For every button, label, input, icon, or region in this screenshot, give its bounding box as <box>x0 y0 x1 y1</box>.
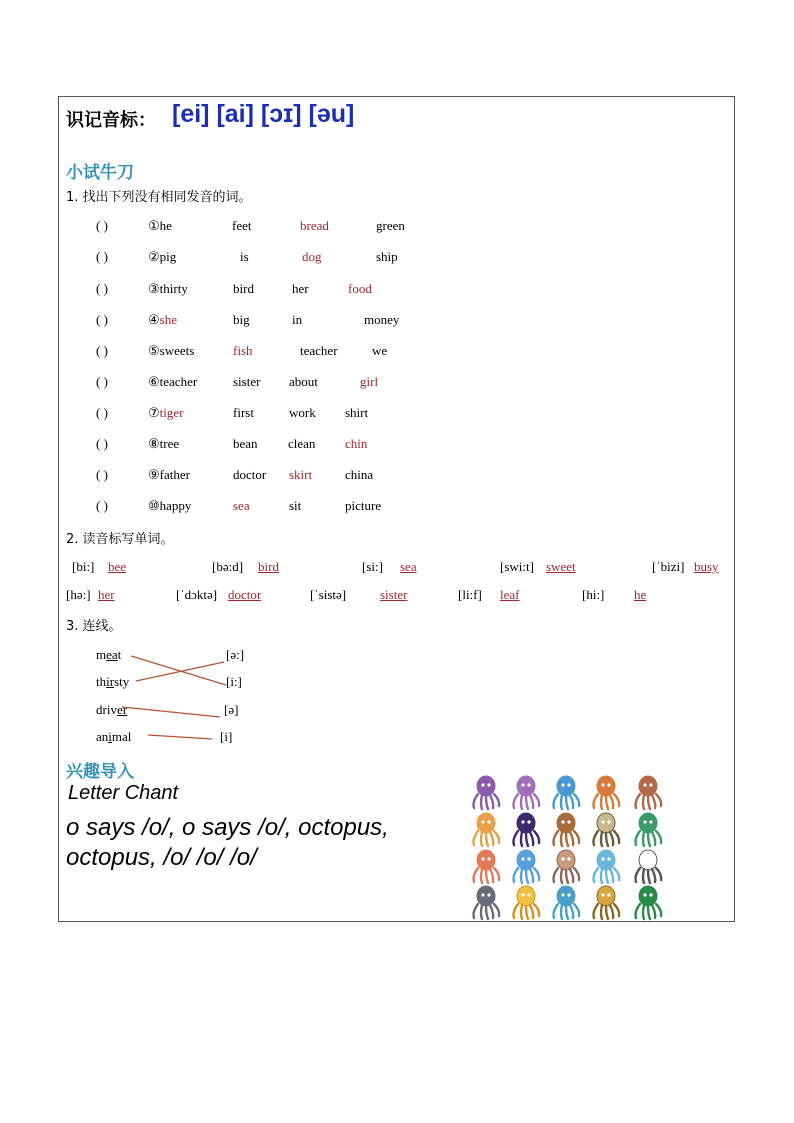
q1-row-word: work <box>289 405 316 420</box>
q1-row-num: ⑩happy <box>148 498 192 513</box>
q2-phonetic: [bə:d] <box>212 559 244 574</box>
q1-row-word: food <box>348 281 372 296</box>
q1-row-word: chin <box>345 436 368 451</box>
octopus-icon <box>474 813 500 846</box>
q2-phonetic: [li:f] <box>458 587 482 602</box>
match-line <box>148 735 212 739</box>
q1-row-paren[interactable]: ( ) <box>96 405 108 420</box>
title-label: 识记音标： <box>66 110 156 131</box>
q3-sound[interactable]: [i] <box>220 729 233 744</box>
q1-row-num: ⑤sweets <box>148 343 195 358</box>
octopus-icon <box>554 776 580 809</box>
octopus-icon <box>514 813 540 846</box>
octopus-icon <box>554 886 580 919</box>
q2-phonetic: [bi:] <box>72 559 95 574</box>
q1-row-word: sister <box>233 374 261 389</box>
octopus-icon <box>474 776 500 809</box>
octopus-icon <box>514 850 540 883</box>
q2-answer-blank[interactable]: bird <box>258 559 279 574</box>
octopus-icon <box>636 813 662 846</box>
q1-row-word: fish <box>233 343 253 358</box>
q1-row-word: is <box>240 249 249 264</box>
q1-row-word: sea <box>233 498 250 513</box>
q1-row-paren[interactable]: ( ) <box>96 498 108 513</box>
octopus-icon <box>594 776 620 809</box>
q1-row-word: shirt <box>345 405 369 420</box>
chant-line-2: octopus, /o/ /o/ /o/ <box>66 844 257 871</box>
octopus-icon <box>594 813 620 846</box>
section-heading-intro: 兴趣导入 <box>66 762 134 782</box>
octopus-illustrations <box>468 774 670 922</box>
q3-sound[interactable]: [ə:] <box>226 647 245 662</box>
q1-row-word: sit <box>289 498 302 513</box>
q1-row-num: ⑨father <box>148 467 190 482</box>
q1-row-word: big <box>233 312 250 327</box>
q2-phonetic: [ˈbizi] <box>652 559 685 574</box>
q1-row-word: ship <box>376 249 398 264</box>
q2-phonetic: [hə:] <box>66 587 91 602</box>
q1-row-word: teacher <box>300 343 338 358</box>
q1-row-paren[interactable]: ( ) <box>96 249 108 264</box>
q1-row-word: clean <box>288 436 316 451</box>
q2-phonetic: [swi:t] <box>500 559 534 574</box>
q3-sound[interactable]: [i:] <box>226 674 242 689</box>
octopus-icon <box>514 886 540 919</box>
q1-row-num: ③thirty <box>148 281 188 296</box>
q1-row-num: ⑦tiger <box>148 405 184 420</box>
q2-phonetic: [ˈdɔktə] <box>176 587 218 602</box>
q1-row-word: china <box>345 467 374 482</box>
q1-row-word: girl <box>360 374 379 389</box>
q2-instruction: 2. 读音标写单词。 <box>66 532 174 547</box>
section-heading-practice: 小试牛刀 <box>66 163 134 183</box>
q1-row-word: picture <box>345 498 382 513</box>
q1-row-paren[interactable]: ( ) <box>96 218 108 233</box>
q1-row-word: feet <box>232 218 252 233</box>
q2-answer-blank[interactable]: bee <box>108 559 127 574</box>
q2-answer-blank[interactable]: doctor <box>228 587 262 602</box>
q2-answer-blank[interactable]: sweet <box>546 559 576 574</box>
q3-sound[interactable]: [ə] <box>224 702 239 717</box>
octopus-icon <box>514 776 540 809</box>
q1-row-word: bread <box>300 218 329 233</box>
chant-title: Letter Chant <box>68 782 179 804</box>
octopus-icon <box>474 850 500 883</box>
q3-word[interactable]: thirsty <box>96 674 130 689</box>
q1-row-paren[interactable]: ( ) <box>96 436 108 451</box>
q1-instruction: 1. 找出下列没有相同发音的词。 <box>66 190 252 205</box>
q2-answer-blank[interactable]: leaf <box>500 587 520 602</box>
q2-answer-blank[interactable]: he <box>634 587 647 602</box>
q1-row-word: bean <box>233 436 258 451</box>
chant-line-1: o says /o/, o says /o/, octopus, <box>66 814 389 841</box>
q1-row-paren[interactable]: ( ) <box>96 467 108 482</box>
q3-word[interactable]: driver <box>96 702 128 717</box>
q1-row-word: doctor <box>233 467 267 482</box>
q2-answer-blank[interactable]: sister <box>380 587 408 602</box>
octopus-icon <box>636 850 662 883</box>
q1-row-word: dog <box>302 249 322 264</box>
q1-row-num: ④she <box>148 312 177 327</box>
q1-row-word: skirt <box>289 467 313 482</box>
q1-row-word: first <box>233 405 254 420</box>
q1-row-paren[interactable]: ( ) <box>96 312 108 327</box>
octopus-icon <box>554 813 580 846</box>
match-line <box>131 656 226 685</box>
q1-row-word: her <box>292 281 309 296</box>
q1-row-num: ⑧tree <box>148 436 180 451</box>
q1-row-paren[interactable]: ( ) <box>96 374 108 389</box>
octopus-icon <box>594 886 620 919</box>
q3-word[interactable]: meat <box>96 647 122 662</box>
q3-instruction: 3. 连线。 <box>66 619 122 634</box>
q2-phonetic: [si:] <box>362 559 383 574</box>
q2-phonetic: [ˈsistə] <box>310 587 347 602</box>
octopus-icon <box>636 886 662 919</box>
q1-row-word: we <box>372 343 388 358</box>
q1-row-paren[interactable]: ( ) <box>96 343 108 358</box>
q2-phonetic: [hi:] <box>582 587 605 602</box>
q2-answer-blank[interactable]: busy <box>694 559 719 574</box>
octopus-icon <box>594 850 620 883</box>
q1-row-num: ②pig <box>148 249 177 264</box>
q1-row-word: in <box>292 312 303 327</box>
q2-answer-blank[interactable]: sea <box>400 559 417 574</box>
q1-row-word: green <box>376 218 405 233</box>
match-line <box>136 662 224 681</box>
octopus-icon <box>554 850 580 883</box>
q3-word[interactable]: animal <box>96 729 132 744</box>
octopus-icon <box>636 776 662 809</box>
title-phonetics: [ei] [ai] [ɔɪ] [əu] <box>172 100 355 128</box>
q1-row-word: money <box>364 312 400 327</box>
q2-answer-blank[interactable]: her <box>98 587 115 602</box>
octopus-icon <box>474 886 500 919</box>
q1-row-num: ⑥teacher <box>148 374 198 389</box>
q1-row-word: bird <box>233 281 254 296</box>
q1-row-num: ①he <box>148 218 172 233</box>
q1-row-paren[interactable]: ( ) <box>96 281 108 296</box>
q1-row-word: about <box>289 374 318 389</box>
match-line <box>122 707 220 717</box>
